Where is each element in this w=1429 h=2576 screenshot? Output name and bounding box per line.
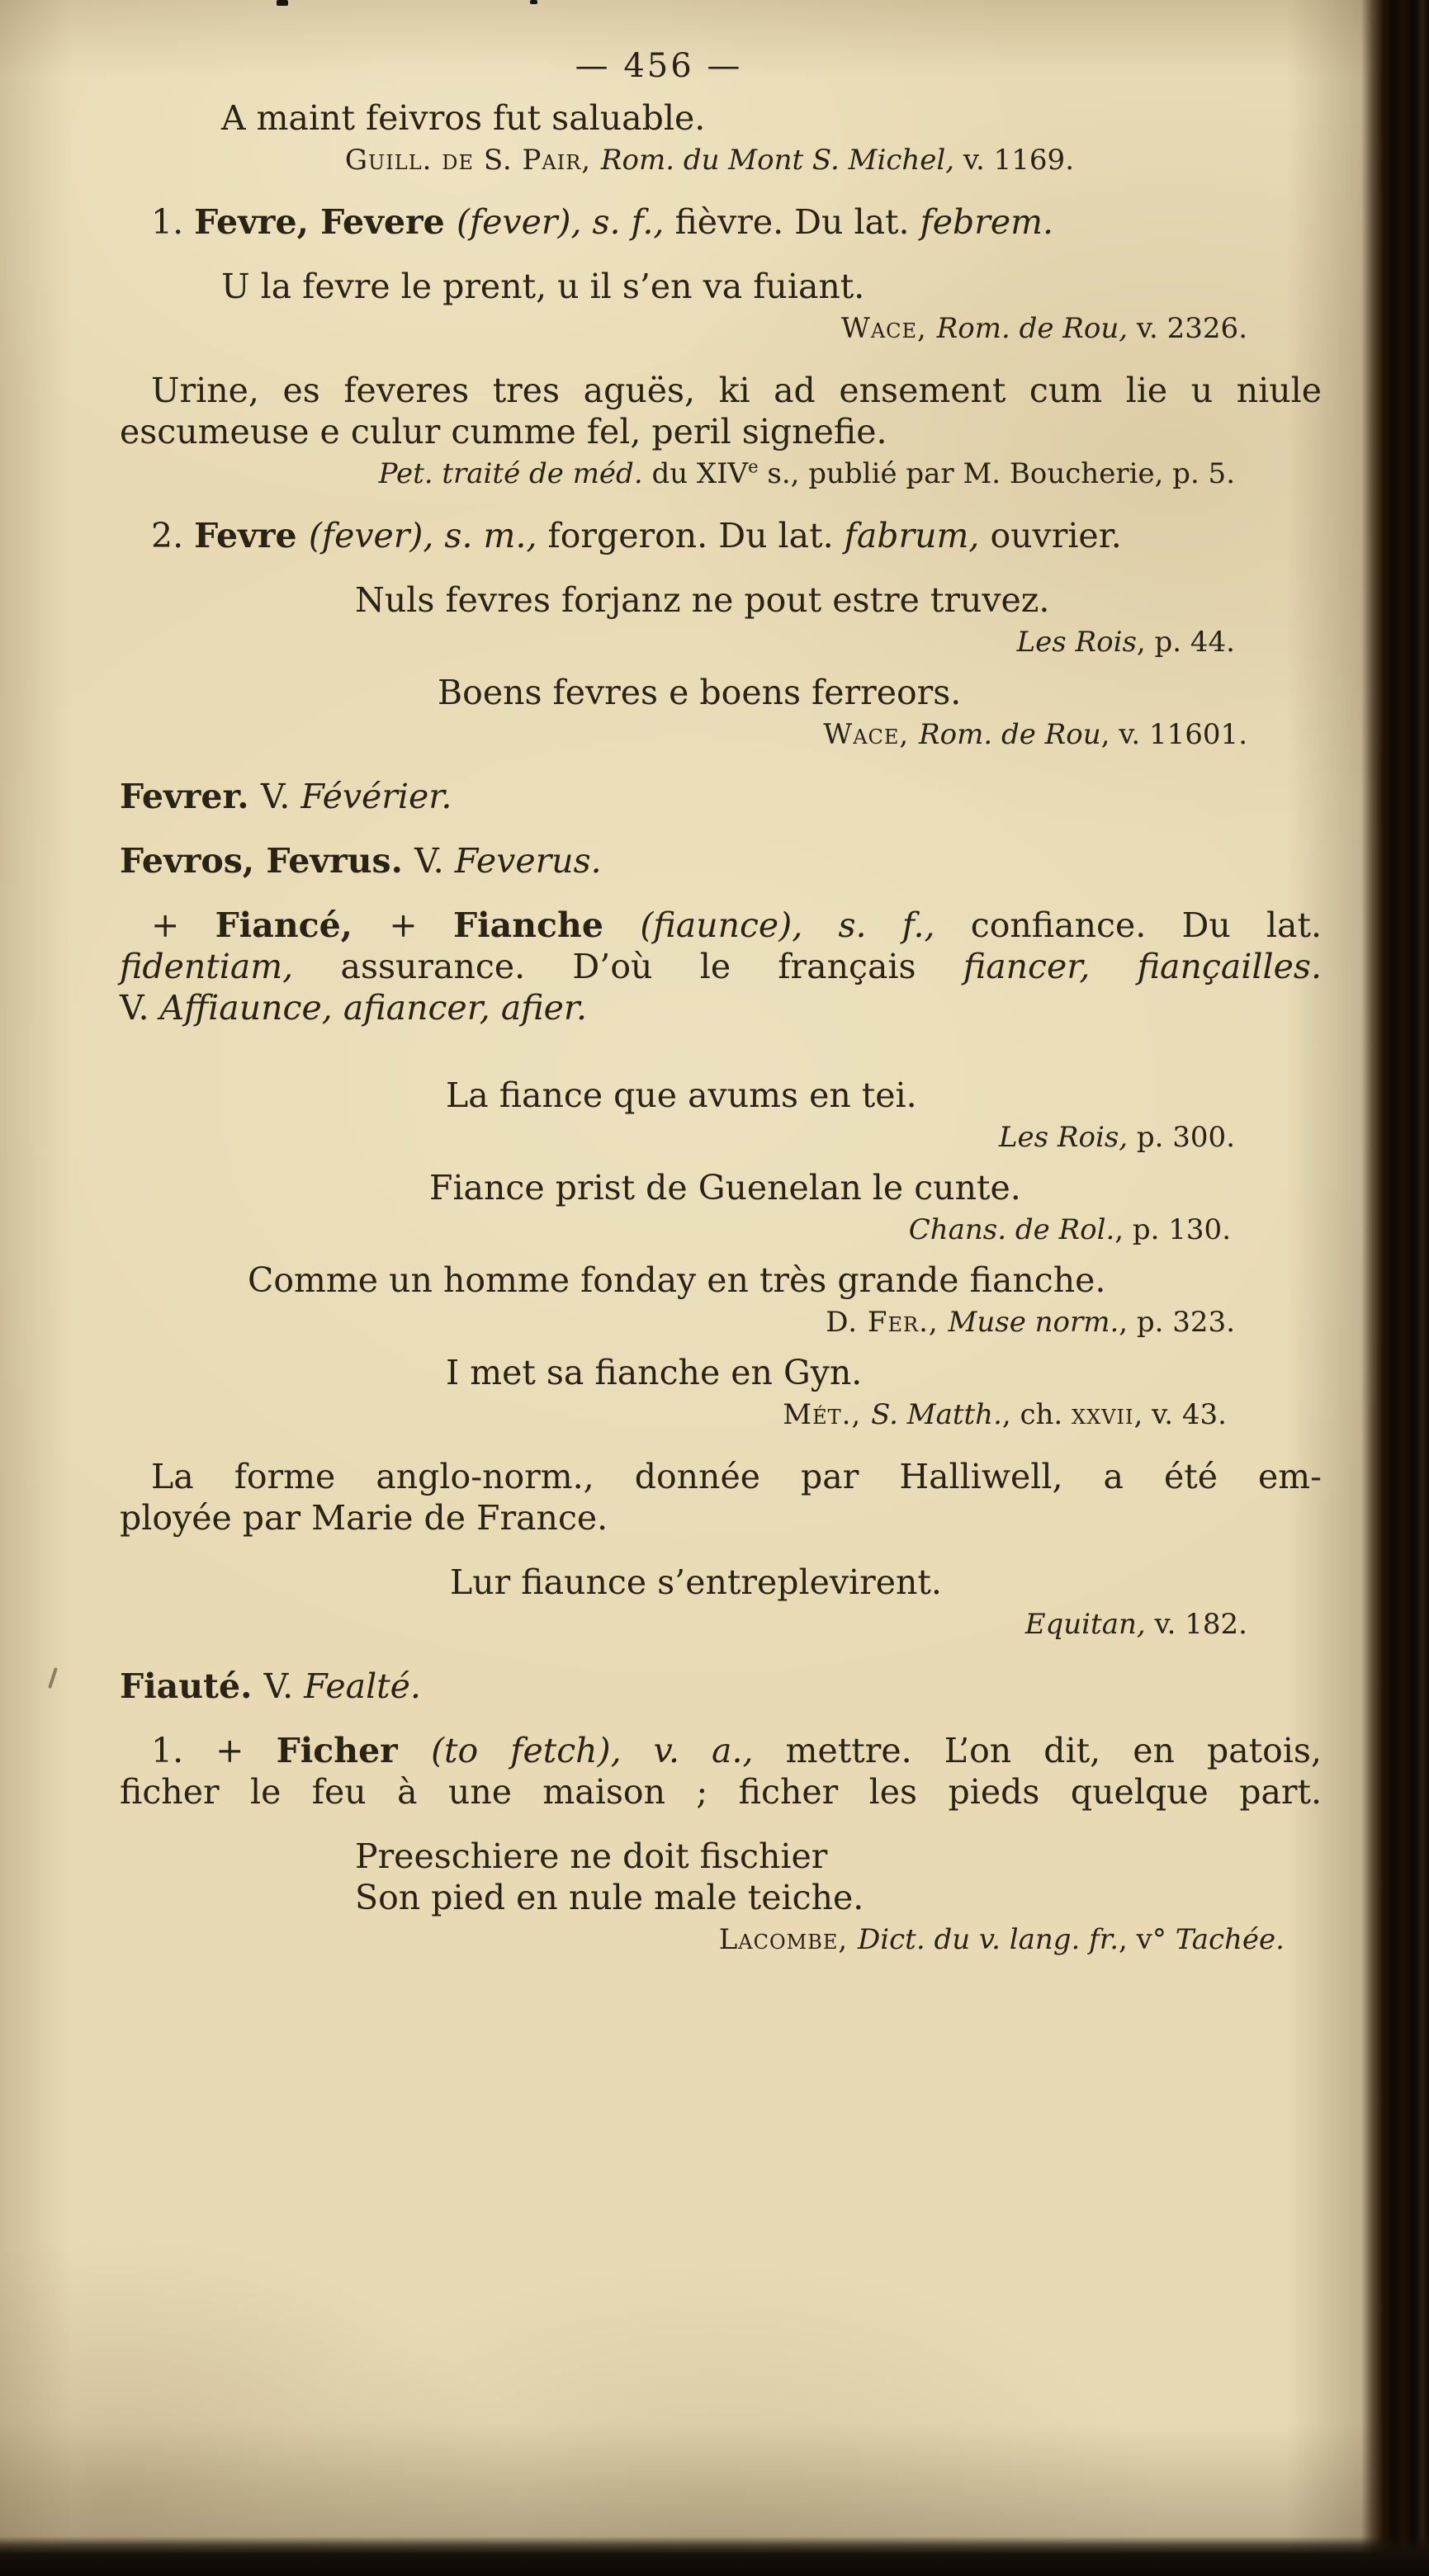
headword: Ficher <box>276 1731 432 1770</box>
page-number: — 456 — <box>575 47 743 85</box>
headword: Fevre <box>194 516 309 555</box>
attribution <box>120 1212 1322 1248</box>
source-author: Wace, <box>840 312 937 345</box>
dagger-mark: + <box>389 905 453 945</box>
attribution <box>120 1921 1322 1958</box>
verse-quote <box>120 672 1322 753</box>
quote-text: Comme un homme fonday en très grande fianche. <box>248 1260 1106 1300</box>
source-title: Rom. du Mont S. Michel, <box>600 144 963 177</box>
source-ref: v. 1169. <box>963 144 1074 177</box>
source-ref: , v. 43. <box>1133 1398 1227 1431</box>
headword: Fiauté. <box>120 1666 264 1706</box>
quote-text: Fiance prist de Guenelan le cunte. <box>429 1168 1021 1208</box>
attribution <box>120 142 1322 178</box>
book-edge-right <box>1361 0 1429 2576</box>
entry-line <box>120 1730 1322 1771</box>
source-author: Mét., <box>783 1398 872 1431</box>
quote-text: A maint feivros fut saluable. <box>221 98 706 138</box>
definition: forgeron. Du lat. <box>547 516 845 555</box>
source-author: Lacombe, <box>718 1923 858 1956</box>
source-ref: , ch. <box>1001 1398 1072 1431</box>
source-ref: du XIV <box>651 457 749 490</box>
source-title: Les Rois <box>1016 626 1137 659</box>
entry-number: 2. <box>151 516 195 555</box>
source-author: Wace, <box>823 718 920 751</box>
note-line: ployée par Marie de France. <box>120 1498 608 1538</box>
verse-quote <box>120 1167 1322 1248</box>
note-line: La forme anglo-norm., donnée par Halliwell, a été em- <box>151 1457 1322 1496</box>
superscript: e <box>748 456 759 477</box>
definition: assurance. D’où le français <box>340 947 963 986</box>
source-ref: , v° <box>1119 1923 1176 1956</box>
dictionary-entry <box>120 515 1322 556</box>
quote-text: Urine, es feveres tres aguës, ki ad ensement cum lie u niule <box>151 371 1322 410</box>
quote-text: Lur fiaunce s’entreplevirent. <box>450 1562 942 1602</box>
verse-quote <box>120 579 1322 660</box>
entry-line <box>120 987 1322 1028</box>
dictionary-entry <box>120 776 1322 817</box>
source-ref: v. 2326. <box>1136 312 1247 345</box>
source-ref: , p. 130. <box>1114 1213 1231 1246</box>
quote-text: Nuls fevres forjanz ne pout estre truvez. <box>355 580 1050 620</box>
verse-quote <box>120 1562 1322 1642</box>
source-entry-word: Tachée. <box>1175 1923 1285 1956</box>
quote-text: La fiance que avums en tei. <box>446 1075 917 1115</box>
pos-label: (fiaunce), s. f., <box>640 905 971 945</box>
source-title: Chans. de Rol. <box>908 1213 1115 1246</box>
etymon: fidentiam, <box>120 947 341 986</box>
quote-text: I met sa fianche en Gyn. <box>446 1353 863 1392</box>
headword: Fiancé, <box>215 905 390 945</box>
quote-text: Preeschiere ne doit fischier <box>355 1836 828 1876</box>
quote-text: Son pied en nule male teiche. <box>355 1878 864 1917</box>
dictionary-entry <box>120 1666 1322 1707</box>
source-author: Guill. de S. Pair, <box>344 144 601 177</box>
definition: confiance. Du lat. <box>970 905 1323 945</box>
cross-ref: Févérier. <box>300 777 452 816</box>
source-title: Dict. du v. lang. fr. <box>858 1923 1119 1956</box>
attribution <box>120 1606 1322 1642</box>
cross-ref: Feverus. <box>454 841 602 881</box>
pos-label: (to fetch), v. a., <box>431 1731 786 1770</box>
pos-label: (fever), s. f., <box>457 202 675 242</box>
cross-ref: Affiaunce, afiancer, afier. <box>159 988 588 1028</box>
source-title: Pet. traité de méd. <box>378 457 652 490</box>
attribution <box>120 1397 1322 1433</box>
headword: Fevrer. <box>120 777 261 816</box>
source-ref: p. 300. <box>1128 1121 1235 1154</box>
etymon: febrem. <box>920 202 1054 242</box>
source-ref: s., publié par M. Boucherie, p. 5. <box>758 457 1235 490</box>
chapter-numeral: xxvii <box>1072 1398 1134 1431</box>
verse-quote <box>120 1260 1322 1340</box>
attribution <box>120 716 1322 753</box>
cross-ref: Fealté. <box>304 1666 421 1706</box>
scan-artifact <box>277 0 288 6</box>
entry-line <box>120 946 1322 987</box>
verse-quote <box>120 1352 1322 1433</box>
dictionary-entry <box>120 905 1322 1028</box>
headword: Fevre, Fevere <box>194 202 457 242</box>
source-title: Muse norm. <box>948 1306 1119 1339</box>
attribution <box>120 310 1322 347</box>
entry-number: 1. <box>151 202 195 242</box>
etymon: fabrum, <box>844 516 980 555</box>
verse-quote <box>120 266 1322 347</box>
cross-ref-label: V. <box>120 988 160 1028</box>
source-ref: , p. 323. <box>1119 1306 1235 1339</box>
source-title: Les Rois, <box>998 1121 1129 1154</box>
attribution <box>120 624 1322 660</box>
book-edge-bottom <box>0 2536 1429 2576</box>
verse-quote <box>120 1075 1322 1156</box>
scan-artifact <box>530 0 537 4</box>
derived-forms: fiancer, fiançailles. <box>963 947 1322 986</box>
attribution <box>120 456 1322 492</box>
prose-quotation <box>120 370 1322 492</box>
cross-ref-label: V. <box>263 1666 305 1706</box>
definition: mettre. L’on dit, en patois, <box>785 1731 1322 1770</box>
dagger-mark: + <box>151 905 215 945</box>
attribution <box>120 1304 1322 1340</box>
source-title: S. Matth. <box>871 1398 1002 1431</box>
dictionary-entry <box>120 840 1322 882</box>
source-title: Rom. de Rou <box>919 718 1101 751</box>
entry-line: ficher le feu à une maison ; ficher les pieds quelque part. <box>120 1772 1322 1812</box>
definition: fièvre. Du lat. <box>674 202 920 242</box>
cross-ref-label: V. <box>260 777 301 816</box>
note-paragraph <box>120 1456 1322 1539</box>
source-ref: , v. 11601. <box>1100 718 1247 751</box>
quote-text: Boens fevres e boens ferreors. <box>438 673 962 712</box>
entry-line <box>120 905 1322 946</box>
source-title: Rom. de Rou, <box>936 312 1137 345</box>
dictionary-entry <box>120 201 1322 243</box>
source-title: Equitan, <box>1024 1608 1146 1641</box>
verse-quote <box>120 97 1322 178</box>
dictionary-entry <box>120 1730 1322 1813</box>
attribution <box>120 1119 1322 1156</box>
quote-text: U la fevre le prent, u il s’en va fuiant. <box>221 267 865 306</box>
pos-label: (fever), s. m., <box>308 516 548 555</box>
source-author: D. Fer., <box>826 1306 949 1339</box>
headword: Fevros, Fevrus. <box>120 841 415 881</box>
entry-number: 1. + <box>151 1731 277 1770</box>
source-ref: v. 182. <box>1145 1608 1247 1641</box>
definition: ouvrier. <box>979 516 1122 555</box>
verse-quote <box>120 1836 1322 1958</box>
cross-ref-label: V. <box>414 841 455 881</box>
source-ref: , p. 44. <box>1136 626 1235 659</box>
headword: Fianche <box>453 905 641 945</box>
quote-text: escumeuse e culur cumme fel, peril signefie. <box>120 412 887 451</box>
